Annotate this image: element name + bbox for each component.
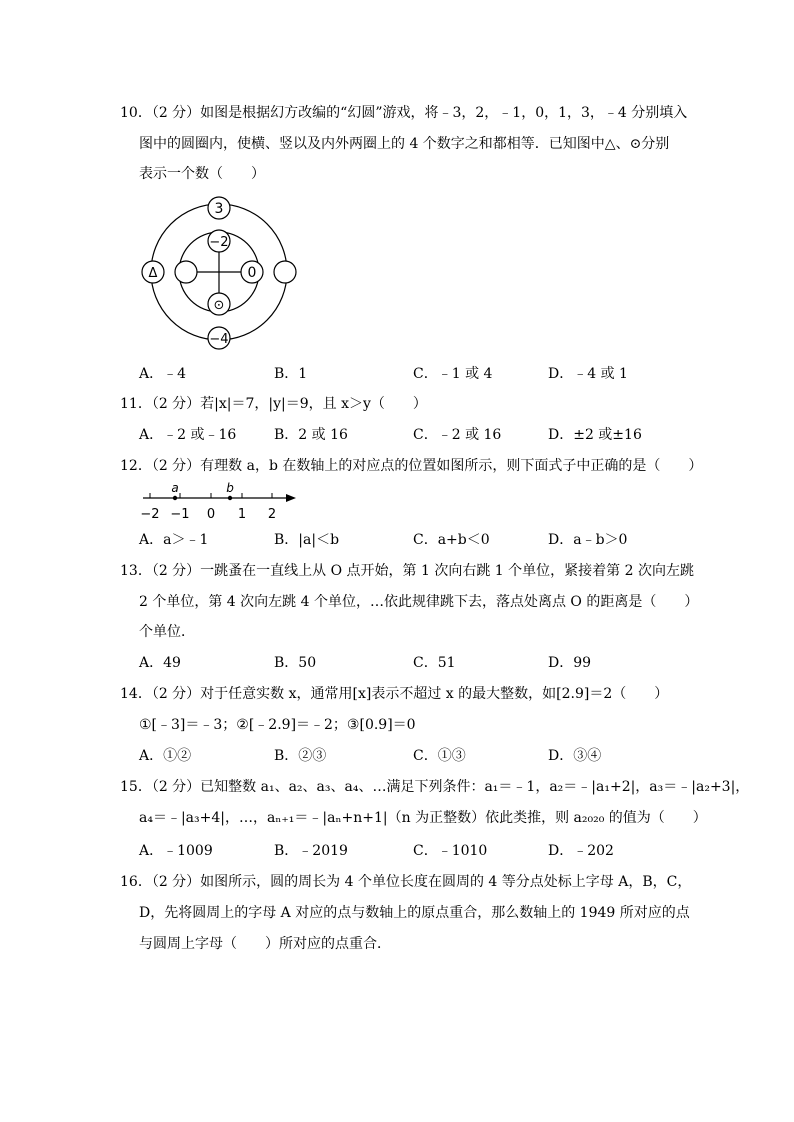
q13-stem-line1: 13．（2 分）一跳蚤在一直线上从 O 点开始，第 1 次向右跳 1 个单位，紧接着第 2 次向左跳 — [120, 563, 694, 579]
q13-stem-line2: 2 个单位，第 4 次向左跳 4 个单位，…依此规律跳下去，落点处离点 O 的距离是（ ） — [139, 594, 699, 610]
point-a — [173, 496, 177, 500]
q10-option-d: D．﹣4 或 1 — [548, 366, 628, 382]
node-inner-top-label: −2 — [209, 235, 229, 250]
q12-option-b: B．|a|＜b — [274, 532, 340, 548]
q15-stem-line2: a₄＝﹣|a₃+4|，…，aₙ₊₁＝﹣|aₙ+n+1|（n 为正整数）依此类推，则 a₂₀₂₀ 的值为（ ） — [139, 810, 707, 826]
q10-option-b: B．1 — [274, 366, 308, 382]
q14-stem-line1: 14．（2 分）对于任意实数 x，通常用[x]表示不超过 x 的最大整数，如[2.9]＝2（ ） — [120, 686, 669, 702]
node-inner-right-label: 0 — [247, 265, 257, 281]
q11-stem: 11．（2 分）若|x|＝7，|y|＝9，且 x＞y（ ） — [120, 396, 427, 412]
q10-stem-line1: 10．（2 分）如图是根据幻方改编的“幻圆”游戏，将﹣3，2，﹣1，0，1，3，﹣4 分别填入 — [120, 105, 688, 121]
q12-option-d: D．a﹣b＞0 — [548, 532, 628, 548]
q10-option-a: A．﹣4 — [139, 366, 187, 382]
q16-stem-line2: D，先将圆周上的字母 A 对应的点与数轴上的原点重合，那么数轴上的 1949 所对应的点 — [139, 905, 690, 921]
q15-option-b: B．﹣2019 — [274, 843, 348, 859]
q15-option-d: D．﹣202 — [548, 843, 614, 859]
q15-option-a: A．﹣1009 — [139, 843, 213, 859]
point-b — [228, 496, 232, 500]
q13-option-a: A．49 — [139, 655, 181, 671]
number-line-figure — [138, 481, 303, 523]
q15-option-c: C．﹣1010 — [413, 843, 488, 859]
point-b-label: b — [226, 481, 234, 495]
node-bottom-label: −4 — [209, 332, 229, 347]
point-a-label: a — [171, 481, 179, 495]
q11-option-c: C．﹣2 或 16 — [413, 427, 502, 443]
q10-option-c: C．﹣1 或 4 — [413, 366, 493, 382]
q13-option-b: B．50 — [274, 655, 317, 671]
q10-stem-line2: 图中的圆圈内，使横、竖以及内外两圈上的 4 个数字之和都相等．已知图中△、⊙分别 — [139, 136, 670, 152]
q11-option-a: A．﹣2 或﹣16 — [139, 427, 237, 443]
tick-label: −2 — [140, 507, 160, 522]
q14-option-a: A．①② — [139, 748, 192, 764]
q13-stem-line3: 个单位． — [139, 624, 195, 640]
q13-option-c: C．51 — [413, 655, 456, 671]
number-line-arrow-icon — [286, 494, 296, 502]
q12-option-c: C．a+b＜0 — [413, 532, 490, 548]
q12-option-a: A．a＞﹣1 — [139, 532, 209, 548]
tick-label: 1 — [237, 507, 247, 522]
q11-option-d: D．±2 或±16 — [548, 427, 642, 443]
tick-label: 0 — [206, 507, 216, 522]
q15-stem-line1: 15．（2 分）已知整数 a₁、a₂、a₃、a₄、…满足下列条件：a₁＝﹣1，a₂＝﹣|a₁+2|，a₃＝﹣|a₂+3|， — [120, 779, 750, 795]
q11-option-b: B．2 或 16 — [274, 427, 348, 443]
node-right — [274, 261, 296, 283]
magic-circle-figure — [135, 188, 310, 358]
q14-option-d: D．③④ — [548, 748, 602, 764]
q16-stem-line3: 与圆周上字母（ ）所对应的点重合． — [139, 936, 391, 952]
q14-option-c: C．①③ — [413, 748, 466, 764]
q13-option-d: D．99 — [548, 655, 592, 671]
q16-stem-line1: 16．（2 分）如图所示，圆的周长为 4 个单位长度在圆周的 4 等分点处标上字母 A，B，C， — [120, 874, 692, 890]
q14-stem-line2: ①[﹣3]＝﹣3；②[﹣2.9]＝﹣2；③[0.9]＝0 — [139, 717, 416, 733]
q12-stem: 12．（2 分）有理数 a，b 在数轴上的对应点的位置如图所示，则下面式子中正确的是（ ） — [120, 458, 703, 474]
q14-option-b: B．②③ — [274, 748, 327, 764]
q10-stem-line3: 表示一个数（ ） — [139, 166, 265, 182]
node-inner-left — [175, 261, 197, 283]
tick-label: 2 — [267, 507, 277, 522]
node-inner-bottom-label: ⊙ — [213, 298, 225, 313]
tick-label: −1 — [170, 507, 190, 522]
node-left-label: Δ — [148, 266, 158, 281]
node-top-label: 3 — [214, 201, 224, 217]
